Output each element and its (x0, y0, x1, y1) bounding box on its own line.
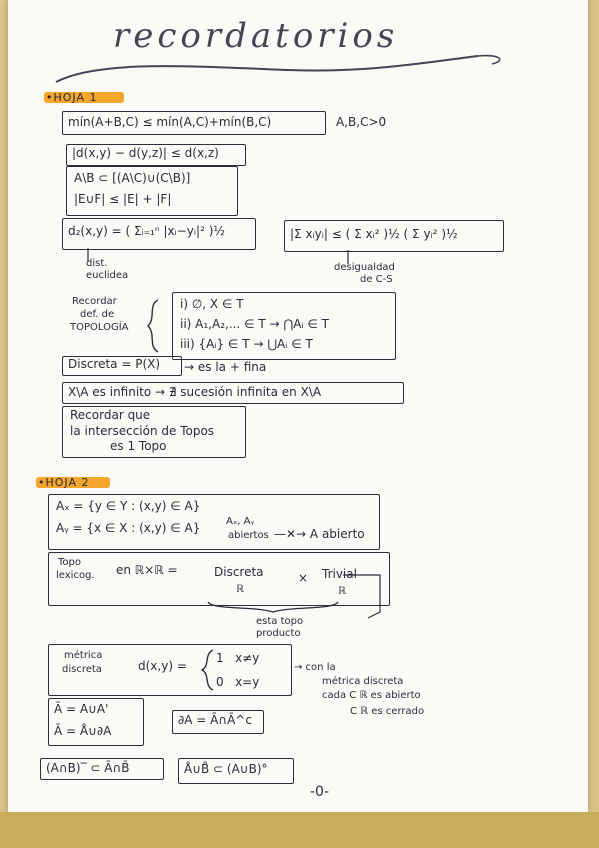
discrete-r: Discreta (214, 565, 264, 579)
lexicographic-label-2: lexicog. (56, 570, 95, 581)
product-note-2: producto (256, 628, 301, 639)
discrete-metric-note-3: cada C ℝ es abierto (322, 690, 421, 701)
discrete-topology: Discreta = P(X) (68, 357, 161, 371)
set-difference-inclusion: A\B ⊂ [(A\C)∪(C\B)] (74, 171, 191, 185)
cauchy-schwarz-note-2: de C-S (360, 274, 393, 285)
discrete-metric-label-1: métrica (64, 650, 103, 661)
topology-note-1: Recordar (72, 296, 117, 307)
discrete-metric-note-4: C ℝ es cerrado (350, 706, 425, 717)
topology-axiom-2: ii) A₁,A₂,... ∈ T → ⋂Aᵢ ∈ T (180, 317, 329, 331)
euclidean-note-2: euclidea (86, 270, 129, 281)
discrete-metric-def: d(x,y) = (138, 659, 187, 673)
hoja1-label: •HOJA 1 (46, 91, 98, 104)
euclidean-note-1: dist. (86, 258, 108, 269)
cauchy-schwarz: |Σ xᵢyᵢ| ≤ ( Σ xᵢ² )½ ( Σ yᵢ² )½ (290, 227, 458, 241)
min-condition: A,B,C>0 (336, 115, 387, 129)
closure-formula-2: Ā = Å∪∂A (54, 724, 112, 738)
intersection-note-3: es 1 Topo (110, 439, 167, 453)
intersection-note-1: Recordar que (70, 408, 151, 422)
product-note-1: esta topo (256, 616, 304, 627)
topology-note-3: TOPOLOGÍA (70, 322, 129, 333)
section-ax: Aₓ = {y ∈ Y : (x,y) ∈ A} (56, 499, 201, 513)
page-title: recordatorios (113, 16, 399, 56)
trivial-r-sub: ℝ (338, 586, 346, 597)
discrete-metric-note-2: métrica discreta (322, 676, 404, 687)
cauchy-schwarz-note-1: desigualdad (334, 262, 395, 273)
sections-note-1: Aₓ, Aᵧ (226, 516, 255, 527)
discrete-metric-label-2: discreta (62, 664, 102, 675)
page-number: -0- (310, 784, 330, 800)
hoja2-label: •HOJA 2 (38, 476, 90, 489)
intersection-note-2: la intersección de Topos (70, 424, 215, 438)
min-inequality: mín(A+B,C) ≤ mín(A,C)+mín(B,C) (68, 115, 272, 129)
discrete-metric-note-1: → con la (294, 662, 336, 673)
triangle-inequality: |d(x,y) − d(y,z)| ≤ d(x,z) (72, 146, 219, 160)
topology-axiom-1: i) ∅, X ∈ T (180, 297, 244, 311)
discrete-r-sub: ℝ (236, 584, 244, 595)
discrete-topology-note: → es la + fina (184, 360, 267, 374)
interior-union: Å∪B̊ ⊂ (A∪B)° (184, 762, 268, 776)
lexicographic-label-1: Topo (58, 557, 81, 568)
closure-formula-1: Ā = A∪A' (54, 702, 109, 716)
cardinality-inequality: |E∪F| ≤ |E| + |F| (74, 192, 172, 206)
product-times: × (298, 571, 309, 585)
closure-intersection: (A∩B)‾ ⊂ Ā∩B̄ (46, 761, 130, 775)
title-underline-flourish (56, 56, 478, 82)
title-flourish-tail (478, 56, 500, 64)
discrete-metric-case-1: 1 x≠y (216, 651, 260, 665)
topology-axiom-3: iii) {Aᵢ} ∈ T → ⋃Aᵢ ∈ T (180, 337, 313, 351)
trivial-r: Trivial (322, 567, 357, 581)
section-ay: Aᵧ = {x ∈ X : (x,y) ∈ A} (56, 521, 201, 535)
cofinite-statement: X\A es infinito → ∄ sucesión infinita en X\A (68, 385, 322, 399)
euclidean-distance: d₂(x,y) = ( Σᵢ₌₁ⁿ |xᵢ−yᵢ|² )½ (68, 224, 226, 238)
lexicographic-label-3: en ℝ×ℝ = (116, 563, 178, 577)
boundary-formula: ∂A = Ā∩Ā^c (178, 713, 252, 727)
topology-note-2: def. de (80, 309, 115, 320)
topology-brace (148, 300, 158, 352)
notebook-page (8, 0, 588, 812)
wooden-table-edge (0, 812, 599, 848)
discrete-metric-case-2: 0 x=y (216, 675, 260, 689)
sections-arrow-note: —✕→ A abierto (274, 527, 365, 541)
sections-note-2: abiertos (228, 530, 269, 541)
